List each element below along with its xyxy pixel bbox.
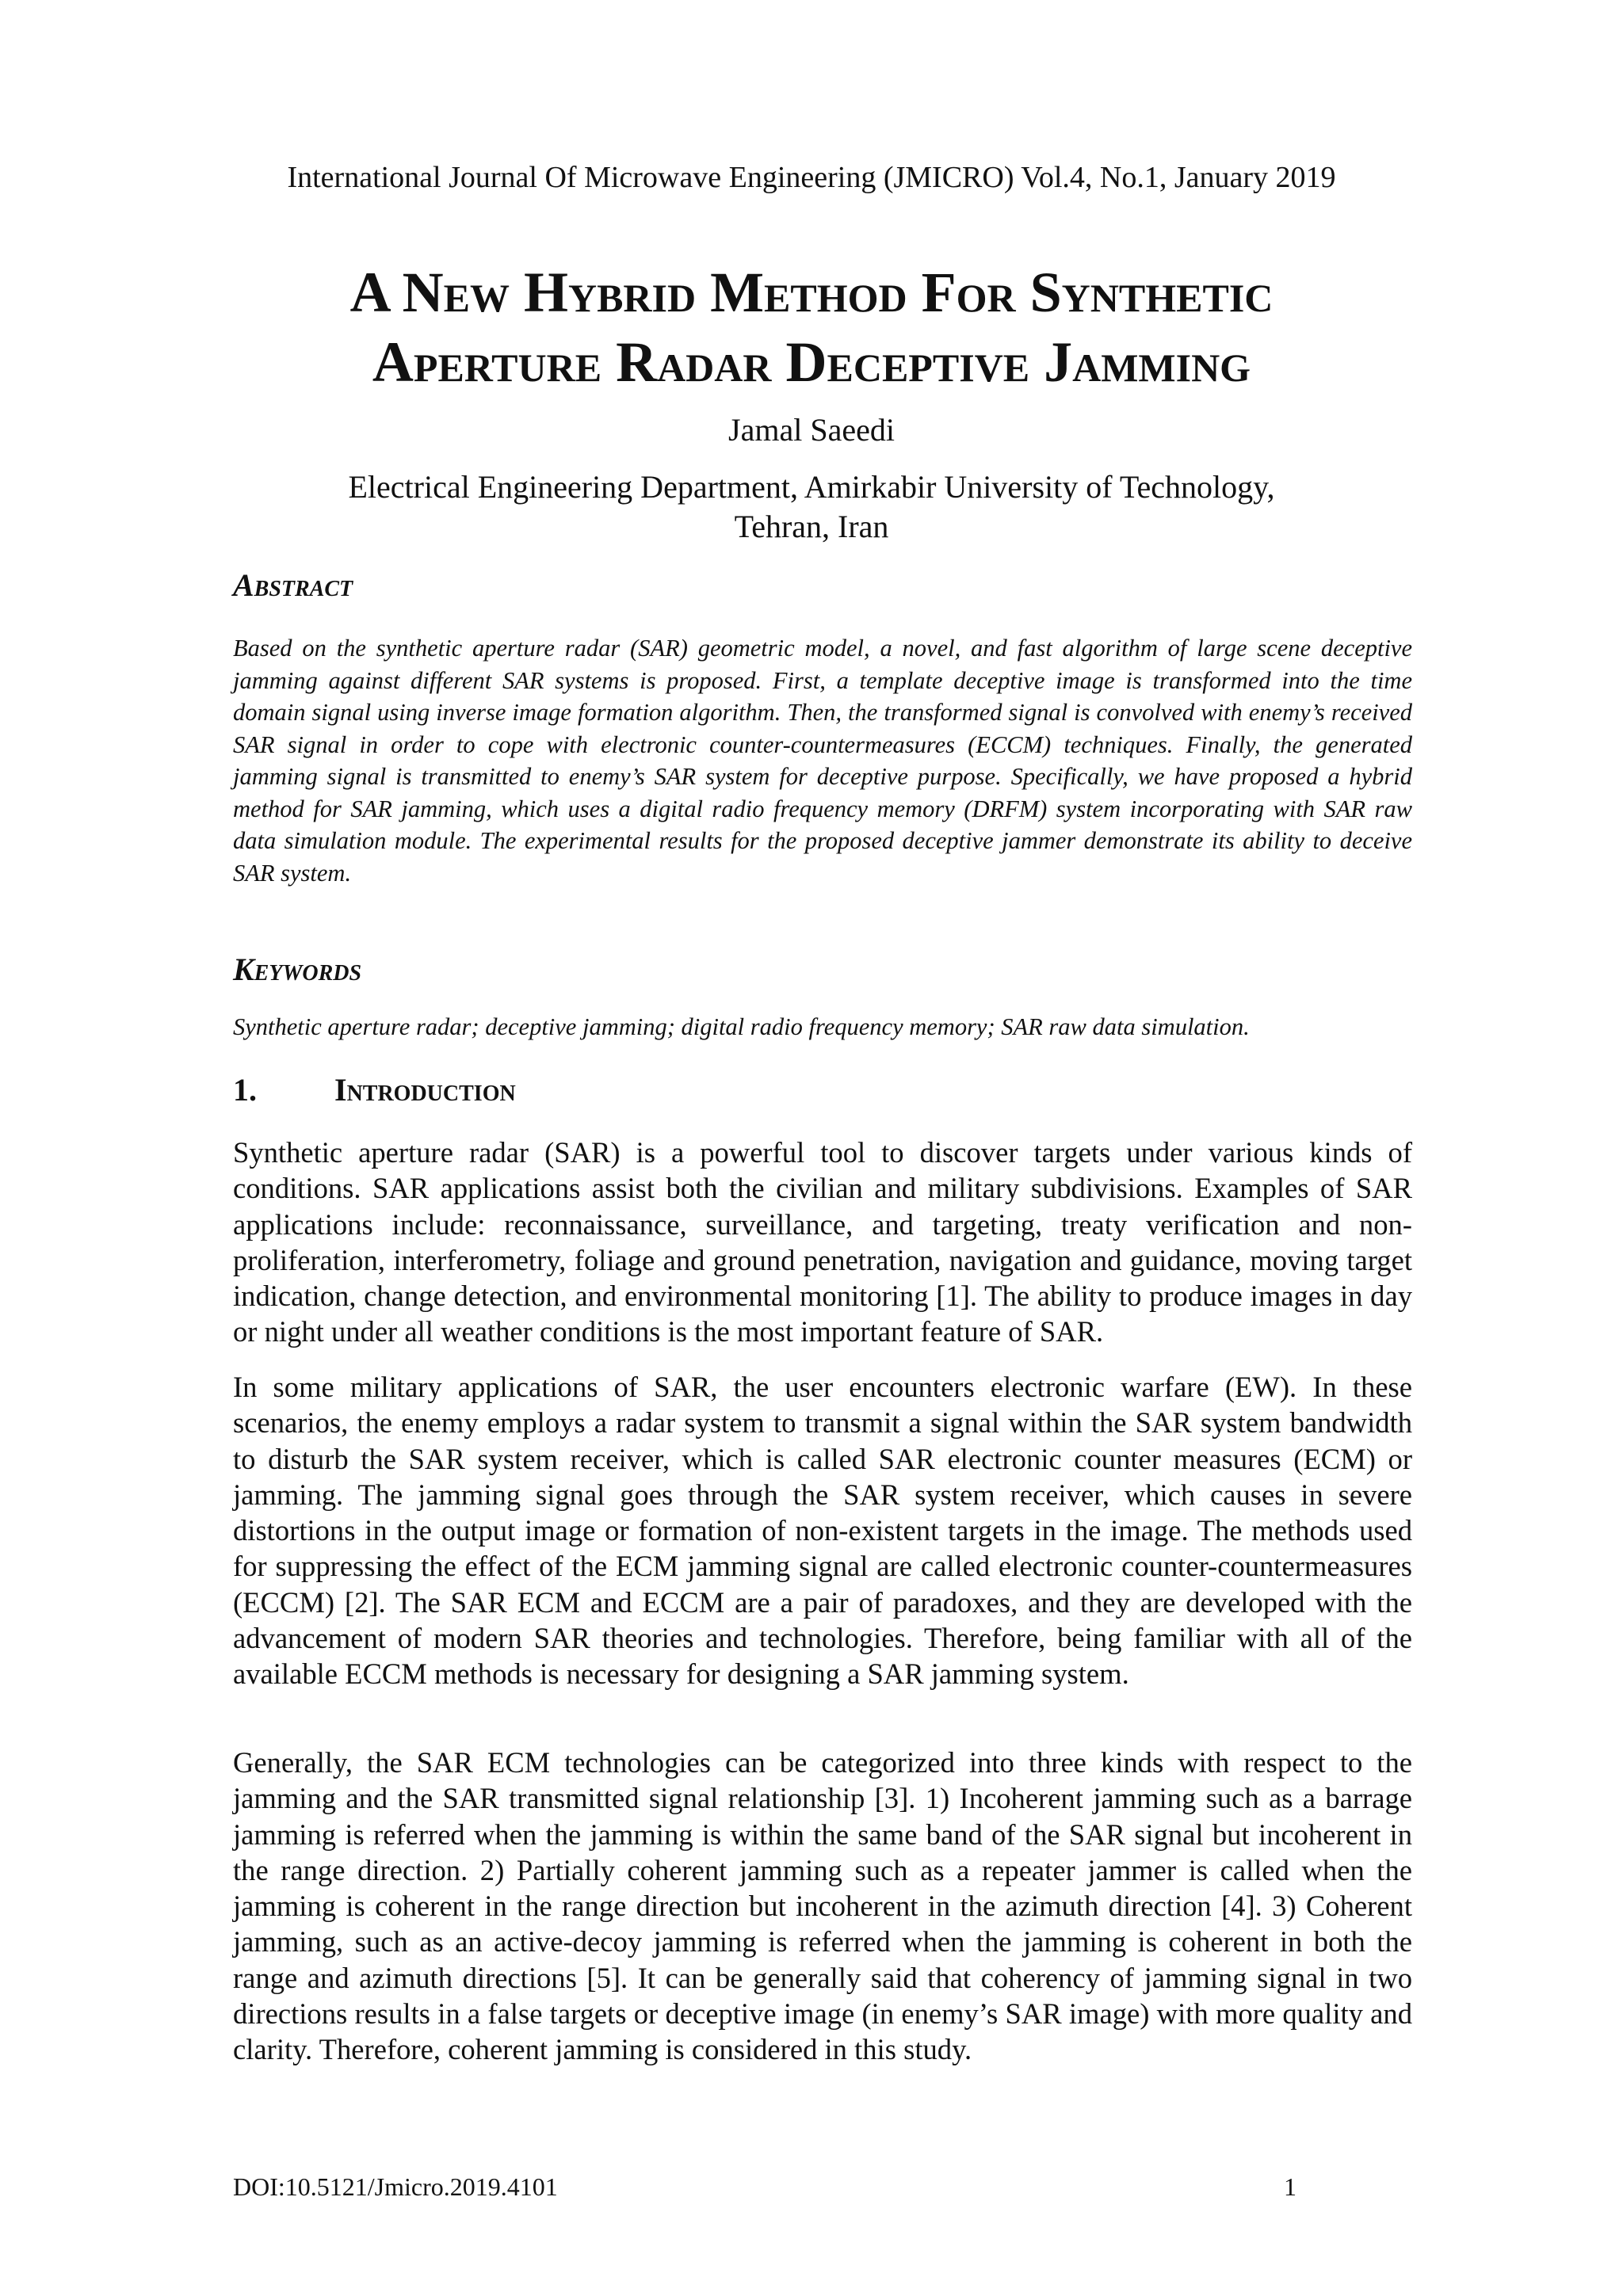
abstract-text: Based on the synthetic aperture radar (SAR) geometric model, a novel, and fast algorithm of large scene deceptive jamming against different SAR systems is proposed. First, a template deceptive image is transformed into the time domain signal using inverse image formation algorithm. Then, the transformed signal is convolved with enemy’s received SAR signal in order to cope with electronic counter-countermeasures (ECCM) techniques. Finally, the generated jamming signal is transmitted to enemy’s SAR system for deceptive purpose. Specifically, we have proposed a hybrid method for SAR jamming, which uses a digital radio frequency memory (DRFM) system incorporating with SAR raw data simulation module. The experimental results for the proposed deceptive jammer demonstrate its ability to deceive SAR system. [233, 635, 1412, 887]
affiliation-line-1: Electrical Engineering Department, Amirkabir University of Technology, [348, 469, 1275, 505]
paper-title [0, 257, 1623, 397]
keywords-heading: Keywords [233, 952, 362, 987]
section-number: 1. [233, 1072, 257, 1108]
body-paragraph: In some military applications of SAR, the user encounters electronic warfare (EW). In these scenarios, the enemy employs a radar system to transmit a signal within the SAR system bandwidth to disturb the SAR system receiver, which is called SAR electronic counter measures (ECM) or jamming. The jamming signal goes through the SAR system receiver, which causes in severe distortions in the output image or formation of non-existent targets in the image. The methods used for suppressing the effect of the ECM jamming signal are called electronic counter-countermeasures (ECCM) [2]. The SAR ECM and ECCM are a pair of paradoxes, and they are developed with the advancement of modern SAR theories and technologies. Therefore, being familiar with all of the available ECCM methods is necessary for designing a SAR jamming system. [233, 1371, 1412, 1691]
author-name: Jamal Saeedi [728, 412, 895, 448]
paper-title-line-1: A New Hybrid Method For Synthetic [349, 261, 1274, 324]
body-paragraph: Synthetic aperture radar (SAR) is a powerful tool to discover targets under various kinds of conditions. SAR applications assist both the civilian and military subdivisions. Examples of SAR applications include: reconnaissance, surveillance, and targeting, treaty verification and non-proliferation, interferometry, foliage and ground penetration, navigation and guidance, moving target indication, change detection, and environmental monitoring [1]. The ability to produce images in day or night under all weather conditions is the most important feature of SAR. [233, 1136, 1412, 1348]
abstract-heading: Abstract [233, 567, 353, 603]
keywords-text: Synthetic aperture radar; deceptive jamming; digital radio frequency memory; SAR raw data simulation. [233, 1013, 1250, 1040]
author-affiliation [0, 467, 1623, 547]
page-number: 1 [1284, 2172, 1296, 2201]
journal-header: International Journal Of Microwave Engineering (JMICRO) Vol.4, No.1, January 2019 [287, 161, 1336, 194]
section-heading-introduction [233, 1071, 516, 1109]
paper-title-line-2: Aperture Radar Deceptive Jamming [372, 330, 1251, 394]
footer-doi: DOI:10.5121/Jmicro.2019.4101 [233, 2172, 558, 2201]
affiliation-line-2: Tehran, Iran [734, 509, 889, 544]
body-paragraph: Generally, the SAR ECM technologies can be categorized into three kinds with respect to the jamming and the SAR transmitted signal relationship [3]. 1) Incoherent jamming such as a barrage jamming is referred when the jamming is within the same band of the SAR signal but incoherent in the range direction. 2) Partially coherent jamming such as a repeater jammer is called when the jamming is coherent in the range direction but incoherent in the azimuth direction [4]. 3) Coherent jamming, such as an active-decoy jamming is referred when the jamming is coherent in both the range and azimuth directions [5]. It can be generally said that coherency of jamming signal in two directions results in a false targets or deceptive image (in enemy’s SAR image) with more quality and clarity. Therefore, coherent jamming is considered in this study. [233, 1746, 1412, 2066]
section-title: Introduction [334, 1072, 516, 1108]
